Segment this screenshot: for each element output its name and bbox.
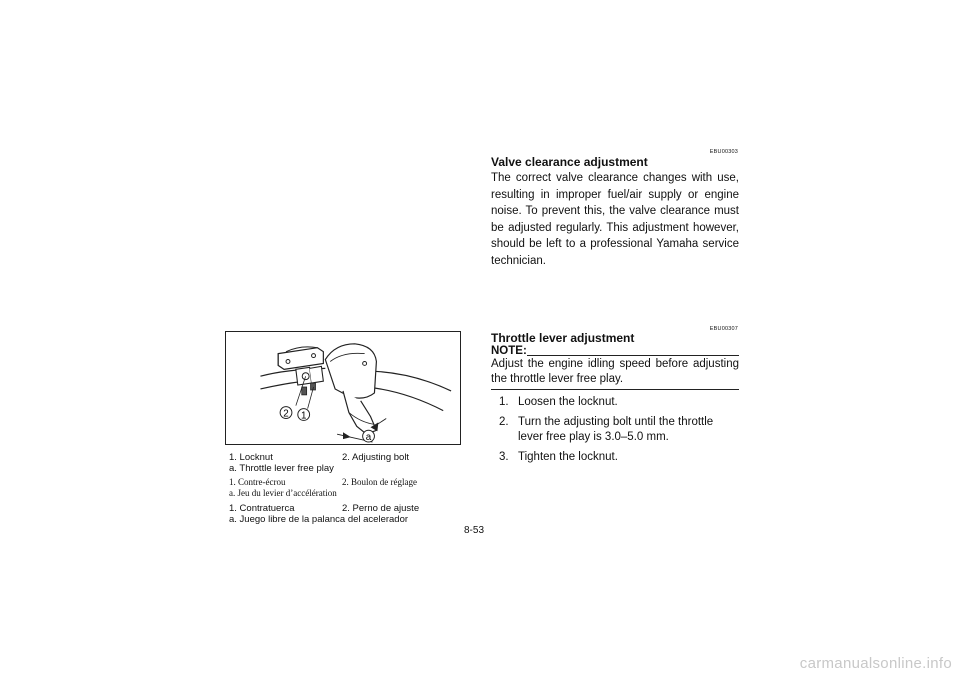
valve-section-code: EBU00303	[709, 149, 738, 155]
valve-section-body: The correct valve clearance changes with use, resulting in improper fuel/air supply or engine noise. To prevent this, the valve clearance must be adjusted regularly. This adjustment however, should be left to a professional Yamaha service technician.	[491, 172, 739, 267]
step-item	[491, 395, 741, 410]
step-text: Loosen the locknut.	[518, 396, 618, 408]
step-number: 3.	[499, 451, 509, 463]
note-top-rule	[527, 355, 739, 356]
caption-en-item1: 1. Locknut	[229, 452, 273, 463]
page-number: 8-53	[464, 525, 485, 536]
step-item	[491, 450, 741, 465]
caption-en-itema: a. Throttle lever free play	[229, 463, 334, 474]
step-number: 1.	[499, 396, 509, 408]
caption-es-item1: 1. Contratuerca	[229, 503, 295, 514]
caption-fr-item2: 2. Boulon de réglage	[342, 477, 417, 487]
callout-2-label: 2	[283, 408, 289, 420]
callout-a-label: a	[365, 432, 372, 444]
step-text: Turn the adjusting bolt until the throttle lever free play is 3.0–5.0 mm.	[518, 416, 714, 443]
steps-list	[491, 395, 741, 470]
caption-en-item2: 2. Adjusting bolt	[342, 452, 410, 463]
caption-es-item2: 2. Perno de ajuste	[342, 503, 420, 514]
caption-fr-itema: a. Jeu du levier d’accélération	[229, 488, 337, 498]
watermark-text: carmanualsonline.info	[799, 655, 952, 672]
throttle-drawing	[226, 332, 460, 444]
caption-fr-item1: 1. Contre-écrou	[229, 477, 286, 487]
valve-section-heading: Valve clearance adjustment	[491, 155, 648, 169]
step-item	[491, 415, 741, 445]
step-text: Tighten the locknut.	[518, 451, 618, 463]
throttle-illustration	[225, 331, 461, 445]
throttle-section-heading: Throttle lever adjustment	[491, 331, 635, 345]
caption-es-itema: a. Juego libre de la palanca del acelerador	[229, 514, 409, 525]
throttle-section-code: EBU00307	[709, 326, 738, 332]
callout-1-label: 1	[300, 410, 307, 422]
note-text: Adjust the engine idling speed before adjusting the throttle lever free play.	[491, 358, 739, 385]
note-label: NOTE:	[491, 345, 527, 357]
step-number: 2.	[499, 416, 509, 428]
note-bottom-rule	[491, 389, 739, 390]
